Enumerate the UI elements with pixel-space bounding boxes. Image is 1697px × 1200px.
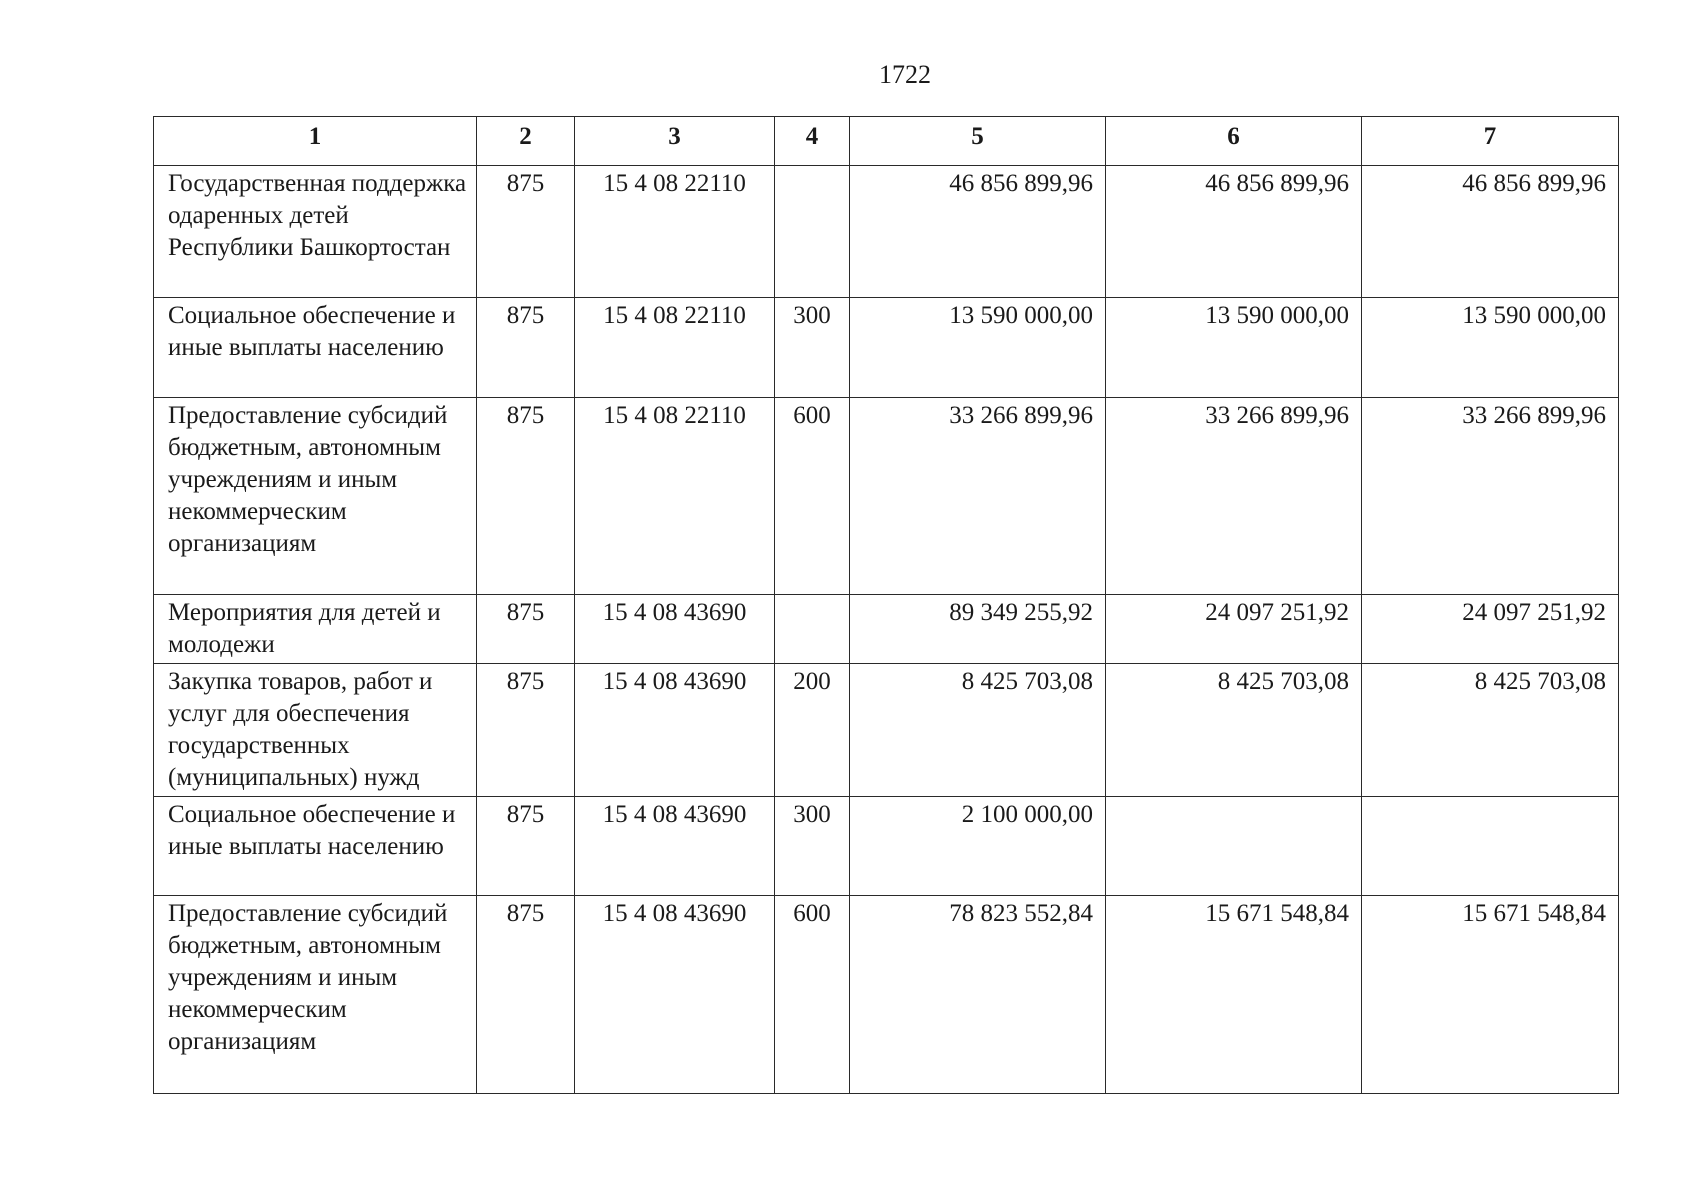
table-body (154, 166, 1619, 1094)
row-col-5: 13 590 000,00 (850, 298, 1106, 398)
row-col-5: 46 856 899,96 (850, 166, 1106, 298)
row-name: Мероприятия для детей и молодежи (154, 595, 477, 664)
row-name: Государственная поддержка одаренных детей Республики Башкортостан (154, 166, 477, 298)
row-col-3: 15 4 08 22110 (575, 166, 775, 298)
row-col-2: 875 (477, 398, 575, 595)
budget-table (153, 116, 1619, 1094)
table-row (154, 298, 1619, 398)
row-name: Социальное обеспечение и иные выплаты населению (154, 797, 477, 896)
row-name: Предоставление субсидий бюджетным, автономным учреждениям и иным некоммерческим организациям (154, 896, 477, 1094)
row-col-7: 24 097 251,92 (1362, 595, 1619, 664)
row-col-4: 200 (775, 664, 850, 797)
row-col-7: 33 266 899,96 (1362, 398, 1619, 595)
row-col-2: 875 (477, 797, 575, 896)
table-row (154, 595, 1619, 664)
row-col-2: 875 (477, 896, 575, 1094)
header-col-3: 3 (575, 117, 775, 166)
row-col-3: 15 4 08 43690 (575, 664, 775, 797)
table-row (154, 664, 1619, 797)
row-name: Закупка товаров, работ и услуг для обеспечения государственных (муниципальных) нужд (154, 664, 477, 797)
row-col-2: 875 (477, 298, 575, 398)
row-name: Социальное обеспечение и иные выплаты населению (154, 298, 477, 398)
row-col-3: 15 4 08 22110 (575, 398, 775, 595)
header-col-4: 4 (775, 117, 850, 166)
row-col-6: 46 856 899,96 (1106, 166, 1362, 298)
header-col-1: 1 (154, 117, 477, 166)
table-row (154, 896, 1619, 1094)
row-col-5: 89 349 255,92 (850, 595, 1106, 664)
row-col-5: 8 425 703,08 (850, 664, 1106, 797)
row-col-7: 13 590 000,00 (1362, 298, 1619, 398)
row-col-3: 15 4 08 43690 (575, 896, 775, 1094)
row-name: Предоставление субсидий бюджетным, автономным учреждениям и иным некоммерческим организациям (154, 398, 477, 595)
row-col-4: 600 (775, 896, 850, 1094)
row-col-3: 15 4 08 43690 (575, 797, 775, 896)
row-col-3: 15 4 08 22110 (575, 298, 775, 398)
row-col-3: 15 4 08 43690 (575, 595, 775, 664)
row-col-7 (1362, 797, 1619, 896)
table-row (154, 797, 1619, 896)
row-col-4: 300 (775, 797, 850, 896)
row-col-4: 600 (775, 398, 850, 595)
row-col-6: 33 266 899,96 (1106, 398, 1362, 595)
row-col-5: 33 266 899,96 (850, 398, 1106, 595)
row-col-4 (775, 595, 850, 664)
row-col-6 (1106, 797, 1362, 896)
header-row (154, 117, 1619, 166)
row-col-6: 15 671 548,84 (1106, 896, 1362, 1094)
row-col-2: 875 (477, 595, 575, 664)
row-col-7: 46 856 899,96 (1362, 166, 1619, 298)
row-col-6: 24 097 251,92 (1106, 595, 1362, 664)
row-col-7: 8 425 703,08 (1362, 664, 1619, 797)
table-row (154, 398, 1619, 595)
row-col-6: 8 425 703,08 (1106, 664, 1362, 797)
page-number: 1722 (879, 60, 931, 89)
header-col-2: 2 (477, 117, 575, 166)
budget-table-container (153, 116, 1618, 1094)
table-header (154, 117, 1619, 166)
row-col-6: 13 590 000,00 (1106, 298, 1362, 398)
row-col-4 (775, 166, 850, 298)
row-col-7: 15 671 548,84 (1362, 896, 1619, 1094)
row-col-5: 2 100 000,00 (850, 797, 1106, 896)
header-col-5: 5 (850, 117, 1106, 166)
header-col-6: 6 (1106, 117, 1362, 166)
row-col-4: 300 (775, 298, 850, 398)
row-col-2: 875 (477, 166, 575, 298)
header-col-7: 7 (1362, 117, 1619, 166)
table-row (154, 166, 1619, 298)
row-col-5: 78 823 552,84 (850, 896, 1106, 1094)
row-col-2: 875 (477, 664, 575, 797)
